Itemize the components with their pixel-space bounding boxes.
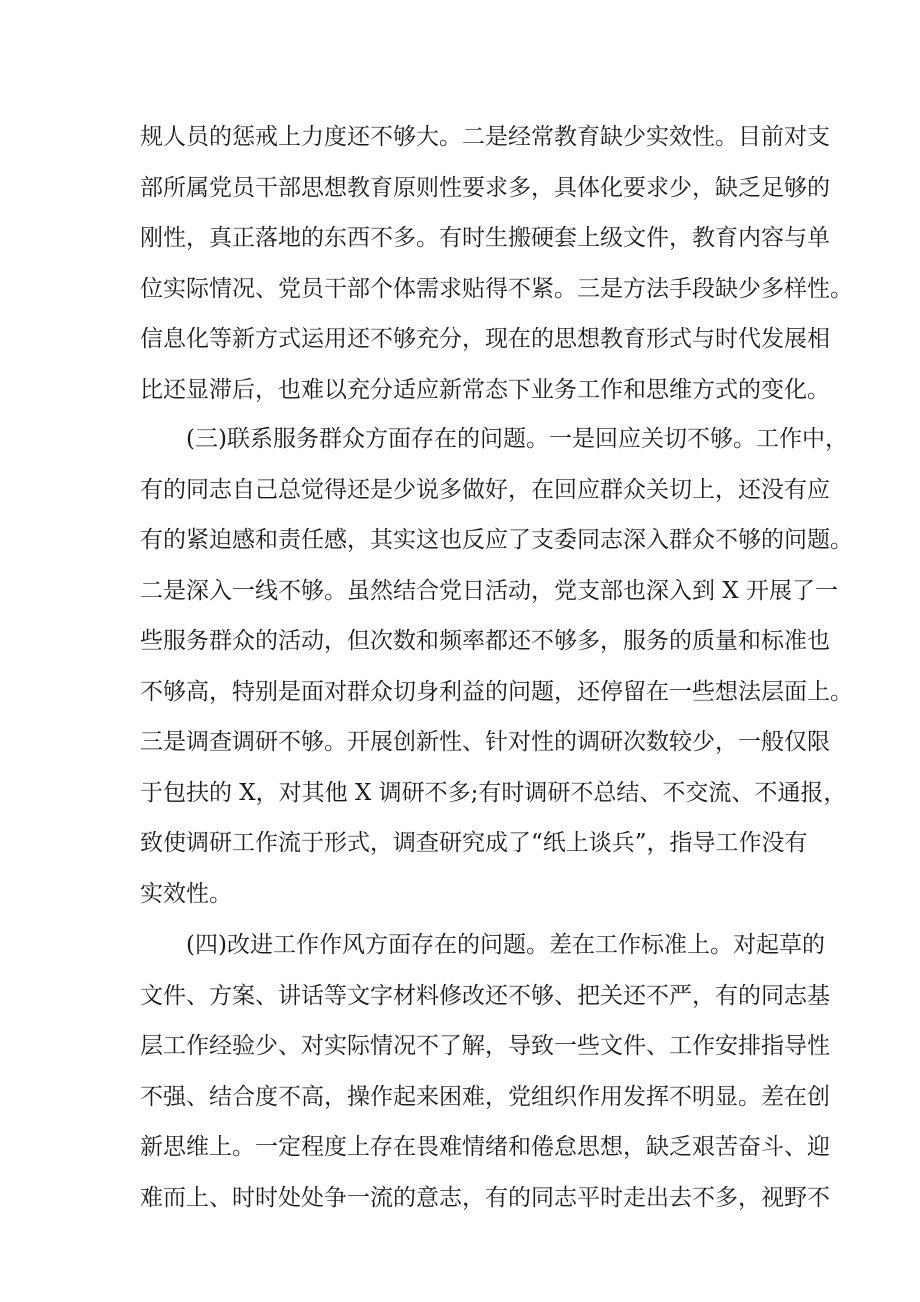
text-line: 比还显滞后，也难以充分适应新常态下业务工作和思维方式的变化。 (140, 376, 830, 403)
paragraph-section-4 (140, 920, 830, 1223)
text-line: 实效性。 (140, 880, 232, 907)
text-line: 位实际情况、党员干部个体需求贴得不紧。三是方法手段缺少多样性。 (140, 275, 853, 302)
text-line: 难而上、时时处处争一流的意志，有的同志平时走出去不多，视野不 (140, 1184, 830, 1211)
text-line: 新思维上。一定程度上存在畏难情绪和倦怠思想，缺乏艰苦奋斗、迎 (140, 1134, 830, 1160)
text-line: 部所属党员干部思想教育原则性要求多，具体化要求少，缺乏足够的 (140, 174, 830, 201)
text-line: 层工作经验少、对实际情况不了解，导致一些文件、工作安排指导性 (140, 1033, 830, 1059)
text-line: 些服务群众的活动，但次数和频率都还不够多，服务的质量和标准也 (140, 628, 830, 654)
text-line: 三是调查调研不够。开展创新性、针对性的调研次数较少，一般仅限 (140, 729, 830, 755)
text-line: 于包扶的 X，对其他 X 调研不多;有时调研不总结、不交流、不通报， (140, 779, 847, 806)
text-line: 不强、结合度不高，操作起来困难，党组织作用发挥不明显。差在创 (140, 1083, 830, 1110)
paragraph-1 (140, 112, 853, 415)
text-line: 规人员的惩戒上力度还不够大。二是经常教育缺少实效性。目前对支 (140, 124, 830, 150)
text-line: 不够高，特别是面对群众切身利益的问题，还停留在一些想法层面上。 (140, 678, 853, 705)
text-line: 文件、方案、讲话等文字材料修改还不够、把关还不严，有的同志基 (140, 982, 830, 1009)
text-line: 刚性，真正落地的东西不多。有时生搬硬套上级文件，教育内容与单 (140, 225, 830, 251)
text-line-indented: (四)改进工作作风方面存在的问题。差在工作标准上。对起草的 (186, 932, 825, 958)
paragraph-section-3 (140, 414, 853, 919)
text-line: 二是深入一线不够。虽然结合党日活动，党支部也深入到 X 开展了一 (140, 577, 838, 604)
text-line-indented: (三)联系服务群众方面存在的问题。一是回应关切不够。工作中， (186, 426, 848, 452)
text-line: 有的同志自己总觉得还是少说多做好，在回应群众关切上，还没有应 (140, 476, 830, 503)
text-line: 信息化等新方式运用还不够充分，现在的思想教育形式与时代发展相 (140, 326, 830, 352)
text-line: 致使调研工作流于形式，调查研究成了“纸上谈兵”，指导工作没有 (140, 830, 808, 856)
text-line: 有的紧迫感和责任感，其实这也反应了支委同志深入群众不够的问题。 (140, 527, 853, 553)
